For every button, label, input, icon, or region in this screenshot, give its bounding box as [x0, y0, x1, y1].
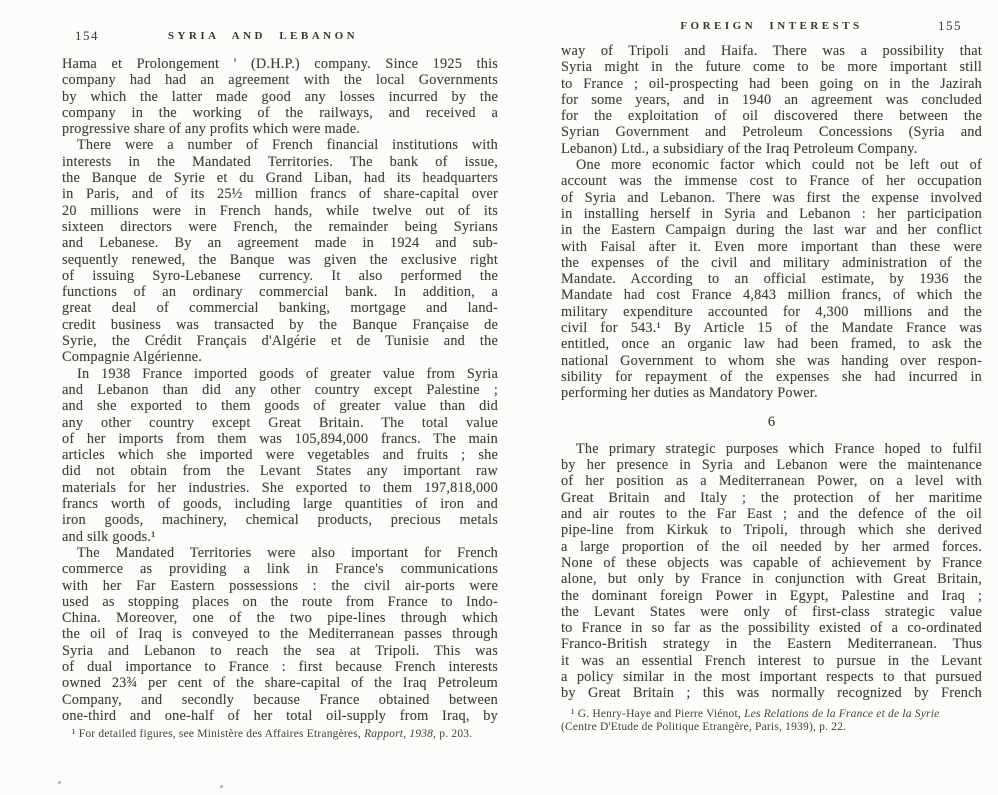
- footnote: [561, 708, 982, 734]
- text-line: civil for 543.¹ By Article 15 of the Mandate France was: [561, 320, 982, 337]
- text-line: functions of an ordinary commercial bank. In addition, a: [62, 284, 498, 301]
- text-line: interests in the Mandated Territories. The bank of issue,: [62, 153, 498, 170]
- page-header: [561, 16, 982, 43]
- text-line: with her Far Eastern possessions : the civil air-ports were: [62, 577, 498, 594]
- paragraph: [561, 43, 982, 157]
- footnote-line: ¹ For detailed figures, see Ministère des Affaires Etrangères, Rapport, 1938, p. 203.: [72, 728, 473, 741]
- footnote-line: ¹ G. Henry-Haye and Pierre Viénot, Les Relations de la France et de la Syrie: [571, 707, 940, 720]
- text-line: a policy similar in the most important respects to that pursued: [561, 668, 982, 685]
- text-line: by her presence in Syria and Lebanon were the maintenance: [561, 457, 982, 474]
- paragraph: [62, 545, 498, 724]
- text-line: francs worth of goods, including large quantities of iron and: [62, 496, 498, 513]
- page-number: 155: [938, 18, 962, 33]
- text-line: Mandate. According to an official estimate, by 1936 the: [561, 271, 982, 288]
- page-header: [62, 26, 498, 56]
- running-title: SYRIA AND LEBANON: [167, 30, 359, 42]
- page-body: [561, 43, 982, 702]
- paragraph: [561, 441, 982, 702]
- text-line: Franco-British strategy in the Eastern Mediterranean. Thus: [561, 636, 982, 653]
- text-line: performing her duties as Mandatory Power.: [561, 385, 818, 402]
- text-line: Syria and Lebanon to reach the sea at Tripoli. This was: [62, 642, 498, 659]
- text-line: and Lebanese. By an agreement made in 1924 and sub-: [62, 235, 498, 252]
- text-line: sibility for repayment of the expenses she had incurred in: [561, 368, 982, 385]
- text-line: None of these objects was capable of achievement by France: [561, 554, 982, 571]
- text-line: and Lebanon than did any other country except Palestine ;: [62, 381, 498, 398]
- text-line: Lebanon) Ltd., a subsidiary of the Iraq Petroleum Company.: [561, 140, 918, 157]
- text-line: in installing herself in Syria and Lebanon : her participation: [561, 205, 982, 222]
- text-line: military expenditure accounted for 4,300 millions and the: [561, 303, 982, 320]
- text-line: the expenses of the civil and military administration of the: [561, 254, 982, 271]
- text-line: for the exploitation of oil discovered there between the: [561, 108, 982, 125]
- text-line: in the Eastern Campaign during the last war and her conflict: [561, 222, 982, 239]
- text-line: Syrian Government and Petroleum Concessions (Syria and: [561, 124, 982, 141]
- text-line: by Great Britain ; this was normally recognized by French: [561, 685, 982, 702]
- text-line: to France ; oil-prospecting had been going on in the Jazirah: [561, 75, 982, 92]
- text-line: a large proportion of the oil needed by her armed forces.: [561, 538, 982, 555]
- text-line: of dual importance to France : first because French interests: [62, 658, 498, 675]
- text-line: sixteen directors were French, the remainder being Syrians: [62, 218, 498, 235]
- text-line: by which the latter made good any losses incurred by the: [62, 88, 498, 105]
- text-line: account was the immense cost to France of her occupation: [561, 173, 982, 190]
- text-line: to France in so far as the possibility existed of a co-ordinated: [561, 620, 982, 637]
- text-line: alone, but only by France in conjunction with Great Britain,: [561, 571, 982, 588]
- scan-speck: [220, 785, 223, 788]
- paragraph: [62, 56, 498, 137]
- text-line: great deal of commercial banking, mortgage and land-: [62, 300, 498, 317]
- text-line: the dominant foreign Power in Egypt, Palestine and Iraq ;: [561, 587, 982, 604]
- text-line: did not obtain from the Levant States any important raw: [62, 463, 498, 480]
- text-line: national Government to whom she was handing over respon-: [561, 352, 982, 369]
- text-line: Hama et Prolongement ' (D.H.P.) company. Since 1925 this: [62, 56, 498, 72]
- text-line: In 1938 France imported goods of greater value from Syria: [77, 365, 498, 382]
- text-line: and air routes to the Far East ; and the defence of the oil: [561, 506, 982, 523]
- page-body: [62, 56, 498, 724]
- text-line: the Banque de Syrie et du Grand Liban, had its headquarters: [62, 170, 498, 187]
- text-line: the Levant States were only of first-class strategic value: [561, 603, 982, 620]
- text-line: Company, and secondly because France obtained between: [62, 691, 498, 708]
- text-line: the oil of Iraq is conveyed to the Mediterranean passes through: [62, 626, 498, 643]
- text-line: credit business was transacted by the Banque Française de: [62, 316, 498, 333]
- scan-speck: [58, 781, 61, 784]
- text-line: China. Moreover, one of the two pipe-lines through which: [62, 610, 498, 627]
- text-line: of Syria and Lebanon. There was first the expense involved: [561, 189, 982, 206]
- paragraph: [62, 366, 498, 545]
- text-line: it was an essential French interest to pursue in the Levant: [561, 652, 982, 669]
- text-line: of her imports from them was 105,894,000 francs. The main: [62, 430, 498, 447]
- book-page-left: [62, 26, 498, 741]
- text-line: one-third and one-half of her total oil-supply from Iraq, by: [62, 707, 498, 724]
- text-line: 20 millions were in French hands, while twelve out of its: [62, 202, 498, 219]
- page-number: 154: [75, 28, 99, 43]
- text-line: with Faisal after it. Even more important than these were: [561, 238, 982, 255]
- footnote: [62, 728, 498, 741]
- paragraph: [561, 157, 982, 401]
- text-line: One more economic factor which could not be left out of: [576, 157, 982, 174]
- text-line: materials for her industries. She exported to them 197,818,000: [62, 479, 498, 496]
- text-line: in Paris, and of its 25½ million francs of share-capital over: [62, 186, 498, 203]
- text-line: for some years, and in 1940 an agreement was concluded: [561, 91, 982, 108]
- text-line: Syrie, the Crédit Français d'Algérie et de Tunisie and the: [62, 333, 498, 350]
- running-title: FOREIGN INTERESTS: [680, 20, 863, 32]
- text-line: company in the working of the railways, and received a: [62, 104, 498, 121]
- text-line: articles which she imported were vegetables and fruits ; she: [62, 447, 498, 464]
- text-line: way of Tripoli and Haifa. There was a possibility that: [561, 43, 982, 59]
- text-line: company had had an agreement with the local Governments: [62, 72, 498, 89]
- text-line: sequently renewed, the Banque was given the exclusive right: [62, 251, 498, 268]
- text-line: owned 23¾ per cent of the share-capital of the Iraq Petroleum: [62, 675, 498, 692]
- text-line: commerce as providing a link in France's communications: [62, 561, 498, 578]
- book-page-right: [561, 16, 982, 734]
- text-line: Compagnie Algérienne.: [62, 349, 202, 366]
- text-line: The Mandated Territories were also important for French: [77, 544, 498, 561]
- text-line: Great Britain and Italy ; the protection of her maritime: [561, 489, 982, 506]
- text-line: pipe-line from Kirkuk to Tripoli, through which she derived: [561, 522, 982, 539]
- text-line: The primary strategic purposes which France hoped to fulfil: [576, 440, 982, 457]
- text-line: progressive share of any profits which were made.: [62, 121, 361, 138]
- text-line: There were a number of French financial institutions with: [77, 137, 498, 154]
- text-line: and silk goods.¹: [62, 528, 156, 545]
- paragraph: [62, 137, 498, 365]
- text-line: iron goods, machinery, chemical products, precious metals: [62, 512, 498, 529]
- text-line: Mandate had cost France 4,843 million francs, of which the: [561, 287, 982, 304]
- text-line: Syria might in the future come to be more important still: [561, 59, 982, 76]
- text-line: any other country except Great Britain. The total value: [62, 414, 498, 431]
- text-line: of her position as a Mediterranean Power, on a level with: [561, 473, 982, 490]
- text-line: of issuing Syro-Lebanese currency. It also performed the: [62, 267, 498, 284]
- text-line: and she exported to them goods of greater value than did: [62, 398, 498, 415]
- section-number: 6: [767, 413, 776, 430]
- text-line: entitled, once an organic law had been framed, to ask the: [561, 336, 982, 353]
- footnote-line: (Centre D'Etude de Politique Etrangère, Paris, 1939), p. 22.: [561, 720, 847, 733]
- text-line: used as stopping places on the route from France to Indo-: [62, 593, 498, 610]
